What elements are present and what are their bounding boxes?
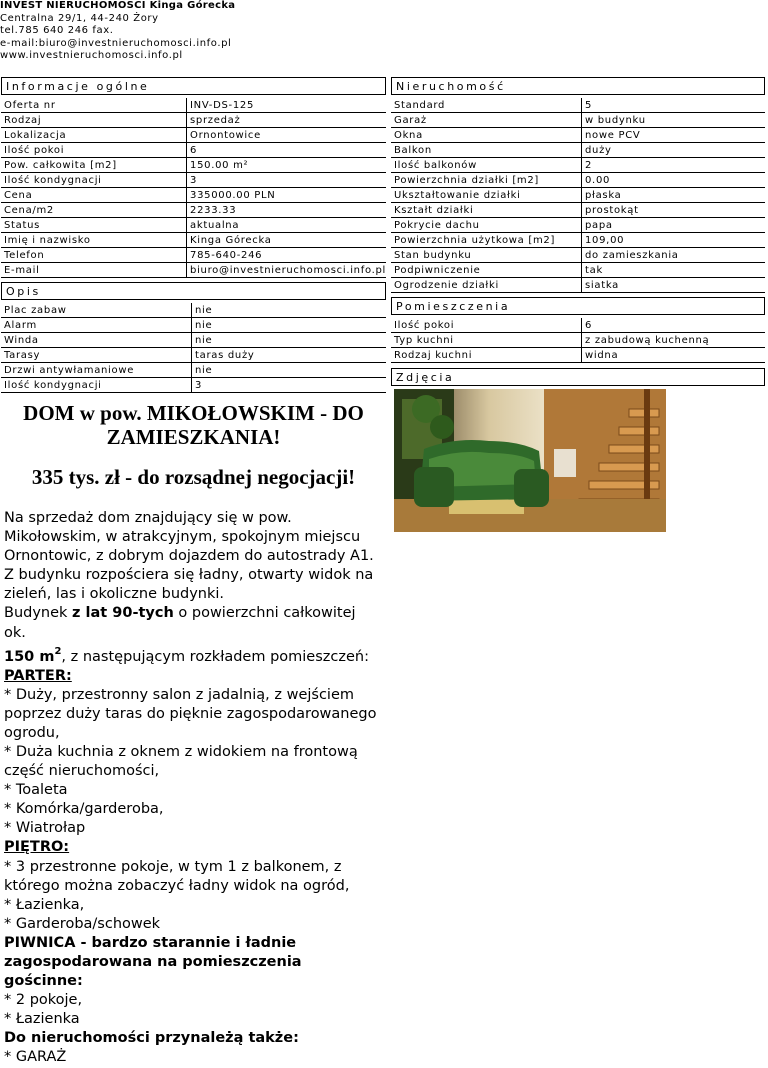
description_items-row — [1, 378, 386, 393]
pietro-list — [4, 858, 382, 934]
general-value: 3 — [186, 173, 386, 188]
list-item: * 3 przestronne pokoje, w tym 1 z balkonem, z którego można zobaczyć ładny widok na ogród, — [4, 858, 350, 894]
rooms-table — [391, 318, 765, 363]
list-item: * GARAŻ — [4, 1049, 67, 1066]
general-row — [1, 143, 386, 158]
list-item: * Komórka/garderoba, — [4, 801, 164, 818]
left-column — [1, 77, 386, 1068]
headline-block — [1, 401, 386, 489]
description_items-row — [1, 333, 386, 348]
rooms-value: z zabudową kuchenną — [581, 333, 765, 348]
property-row — [391, 233, 765, 248]
property-value: do zamieszkania — [581, 248, 765, 263]
general-label: Lokalizacja — [1, 128, 186, 143]
general-value: sprzedaż — [186, 113, 386, 128]
property-row — [391, 98, 765, 113]
property-label: Ilość balkonów — [391, 158, 581, 173]
list-item: * Łazienka, — [4, 896, 85, 913]
area-sup: 2 — [54, 646, 62, 658]
built-prefix: Budynek — [4, 605, 73, 622]
property-row — [391, 158, 765, 173]
general-row — [1, 173, 386, 188]
area-value: 150 m — [4, 648, 55, 665]
list-item: * Wiatrołap — [4, 820, 86, 837]
general-value: 335000.00 PLN — [186, 188, 386, 203]
extra-heading: Do nieruchomości przynależą także: — [4, 1030, 299, 1047]
property-label: Stan budynku — [391, 248, 581, 263]
section-title-description: Opis — [1, 282, 386, 300]
general-label: Cena/m2 — [1, 203, 186, 218]
agency-address: Centralna 29/1, 44-240 Żory — [0, 12, 159, 24]
general-row — [1, 158, 386, 173]
headline: DOM w pow. MIKOŁOWSKIM - DO ZAMIESZKANIA! — [23, 401, 364, 449]
list-item: * Toaleta — [4, 782, 68, 799]
description_items-label: Tarasy — [1, 348, 191, 363]
description_items-value: nie — [191, 318, 386, 333]
parter-heading: PARTER: — [4, 667, 72, 684]
property-row — [391, 218, 765, 233]
general-label: Ilość kondygnacji — [1, 173, 186, 188]
parter-list — [4, 686, 382, 839]
property-label: Podpiwniczenie — [391, 263, 581, 278]
agency-phone: tel.785 640 246 fax. — [0, 25, 114, 36]
built-line — [4, 604, 382, 642]
property-label: Okna — [391, 128, 581, 143]
built-year: z lat 90-tych — [72, 605, 174, 622]
area-line — [4, 643, 382, 667]
property-photo[interactable] — [394, 389, 666, 532]
property-value: 0.00 — [581, 173, 765, 188]
rooms-label: Rodzaj kuchni — [391, 348, 581, 363]
description_items-label: Ilość kondygnacji — [1, 378, 191, 393]
description_items-value: 3 — [191, 378, 386, 393]
property-table — [391, 98, 765, 293]
general-value: 2233.33 — [186, 203, 386, 218]
general-value: 150.00 m² — [186, 158, 386, 173]
built-suffix: o powierzchni całkowitej ok. — [4, 605, 356, 641]
agency-header — [0, 0, 235, 63]
description_items-label: Plac zabaw — [1, 303, 191, 318]
intro-paragraph: Na sprzedaż dom znajdujący się w pow. Mikołowskim, w atrakcyjnym, spokojnym miejscu Ornontowic, z dobrym dojazdem do autostrady A1. Z budynku rozpościera się ładny, otwarty widok na zieleń, las i okoliczne budynki. — [4, 510, 374, 603]
rooms-row — [391, 333, 765, 348]
description_items-value: nie — [191, 303, 386, 318]
rooms-label: Ilość pokoi — [391, 318, 581, 333]
property-label: Balkon — [391, 143, 581, 158]
rooms-label: Typ kuchni — [391, 333, 581, 348]
general-table — [1, 98, 386, 278]
property-value: tak — [581, 263, 765, 278]
property-value: 5 — [581, 98, 765, 113]
property-label: Ukształtowanie działki — [391, 188, 581, 203]
description-text — [1, 509, 382, 1068]
piwnica-list — [4, 991, 382, 1029]
description_items-row — [1, 348, 386, 363]
general-label: Cena — [1, 188, 186, 203]
property-row — [391, 143, 765, 158]
description_items-label: Drzwi antywłamaniowe — [1, 363, 191, 378]
property-value: 2 — [581, 158, 765, 173]
general-value: 785-640-246 — [186, 248, 386, 263]
agency-email: e-mail:biuro@investnieruchomosci.info.pl — [0, 37, 232, 49]
general-label: Pow. całkowita [m2] — [1, 158, 186, 173]
description_items-label: Alarm — [1, 318, 191, 333]
property-label: Powierzchnia użytkowa [m2] — [391, 233, 581, 248]
rooms-value: widna — [581, 348, 765, 363]
description_items-row — [1, 363, 386, 378]
general-row — [1, 113, 386, 128]
section-title-rooms: Pomieszczenia — [391, 297, 765, 315]
general-row — [1, 218, 386, 233]
property-label: Kształt działki — [391, 203, 581, 218]
general-row — [1, 188, 386, 203]
description_items-row — [1, 318, 386, 333]
description_items-value: nie — [191, 333, 386, 348]
list-item: * Garderoba/schowek — [4, 915, 161, 932]
general-value: Ornontowice — [186, 128, 386, 143]
general-row — [1, 98, 386, 113]
property-label: Garaż — [391, 113, 581, 128]
general-label: Telefon — [1, 248, 186, 263]
property-label: Pokrycie dachu — [391, 218, 581, 233]
section-title-property: Nieruchomość — [391, 77, 765, 95]
subheadline: 335 tys. zł - do rozsądnej negocjacji! — [31, 465, 356, 489]
general-label: Rodzaj — [1, 113, 186, 128]
piwnica-heading: PIWNICA - bardzo starannie i ładnie zagospodarowana na pomieszczenia gościnne: — [4, 934, 302, 990]
property-row — [391, 263, 765, 278]
property-value: prostokąt — [581, 203, 765, 218]
property-row — [391, 173, 765, 188]
general-value: aktualna — [186, 218, 386, 233]
list-item: * Duża kuchnia z oknem z widokiem na frontową część nieruchomości, — [4, 743, 358, 780]
property-row — [391, 113, 765, 128]
general-row — [1, 128, 386, 143]
property-value: w budynku — [581, 113, 765, 128]
general-value: INV-DS-125 — [186, 98, 386, 113]
property-value: 109,00 — [581, 233, 765, 248]
general-row — [1, 248, 386, 263]
rooms-value: 6 — [581, 318, 765, 333]
list-item: * Łazienka — [4, 1011, 80, 1028]
description_items-label: Winda — [1, 333, 191, 348]
general-row — [1, 263, 386, 278]
right-column — [391, 77, 765, 386]
property-label: Powierzchnia działki [m2] — [391, 173, 581, 188]
general-value: Kinga Górecka — [186, 233, 386, 248]
section-title-general: Informacje ogólne — [1, 77, 386, 95]
property-row — [391, 128, 765, 143]
property-label: Ogrodzenie działki — [391, 278, 581, 293]
list-item: * Duży, przestronny salon z jadalnią, z wejściem poprzez duży taras do pięknie zagospodarowanego ogrodu, — [4, 686, 377, 741]
pietro-heading: PIĘTRO: — [4, 839, 70, 856]
property-row — [391, 188, 765, 203]
property-row — [391, 278, 765, 293]
description_items-row — [1, 303, 386, 318]
extra-list — [4, 1048, 382, 1067]
agency-name: INVEST NIERUCHOMOŚCI Kinga Górecka — [0, 0, 236, 11]
general-label: E-mail — [1, 263, 186, 278]
property-value: papa — [581, 218, 765, 233]
description_items-value: taras duży — [191, 348, 386, 363]
rooms-row — [391, 318, 765, 333]
property-row — [391, 203, 765, 218]
property-value: siatka — [581, 278, 765, 293]
property-row — [391, 248, 765, 263]
general-row — [1, 233, 386, 248]
general-row — [1, 203, 386, 218]
agency-website: www.investnieruchomosci.info.pl — [0, 50, 183, 61]
description-table — [1, 303, 386, 393]
rooms-row — [391, 348, 765, 363]
list-item: * 2 pokoje, — [4, 992, 83, 1009]
general-label: Ilość pokoi — [1, 143, 186, 158]
property-label: Standard — [391, 98, 581, 113]
description_items-value: nie — [191, 363, 386, 378]
general-label: Imię i nazwisko — [1, 233, 186, 248]
general-value: 6 — [186, 143, 386, 158]
general-label: Oferta nr — [1, 98, 186, 113]
property-value: duży — [581, 143, 765, 158]
general-label: Status — [1, 218, 186, 233]
property-value: nowe PCV — [581, 128, 765, 143]
property-value: płaska — [581, 188, 765, 203]
area-suffix: , z następującym rozkładem pomieszczeń: — [61, 648, 369, 665]
general-value: biuro@investnieruchomosci.info.pl — [186, 263, 386, 278]
section-title-photos: Zdjęcia — [391, 368, 765, 386]
